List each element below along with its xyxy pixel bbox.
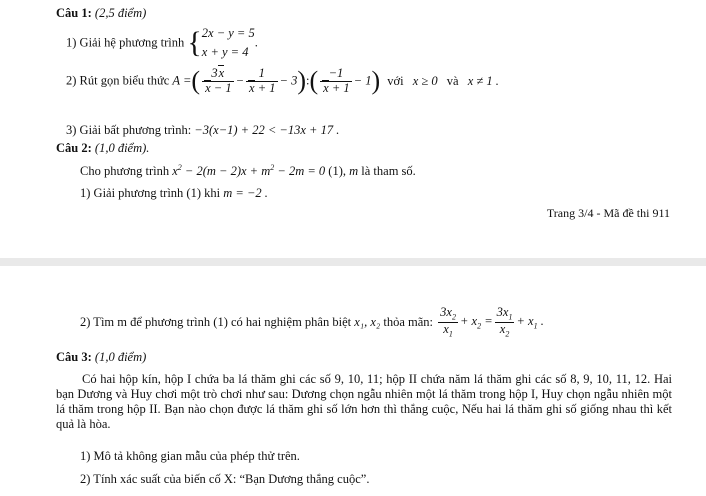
page-separator — [0, 258, 706, 266]
question-3-heading — [56, 350, 146, 365]
question-1-label: Câu 1: — [56, 6, 92, 20]
question-3-part-2: 2) Tính xác suất của biến cố X: “Bạn Dương thắng cuộc”. — [80, 472, 370, 486]
q2-p2-label: 2) Tìm m để phương trình (1) có hai nghiệm phân biệt — [80, 314, 352, 329]
equation-1: $x^2 - 2(m - 2)x + m^2 - 2m = 0$ — [172, 163, 326, 179]
expr-A: A = — [172, 73, 192, 88]
frac-2: $\frac{1}{x + 1}$ — [246, 67, 278, 94]
frac-cond-1: $\frac{3x_2}{x_1}$ — [440, 305, 456, 339]
frac-3: $\frac{-1}{x + 1}$ — [320, 67, 352, 94]
question-2-points: (1,0 điểm). — [94, 141, 150, 155]
q1-p3-expr: −3(x−1) + 22 < −13x + 17 . — [194, 123, 340, 137]
q2-intro-b: là tham số. — [361, 164, 416, 179]
question-1-part-3 — [66, 123, 339, 138]
q1-p2-with: với — [387, 73, 404, 88]
question-2-part-1 — [80, 186, 268, 201]
question-3-label: Câu 3: — [56, 350, 92, 364]
frac-1: $\frac{3x}{x - 1}$ — [202, 67, 234, 94]
question-1-points: (2,5 điểm) — [94, 6, 147, 20]
frac-cond-2: $\frac{3x_1}{x_2}$ — [496, 305, 513, 339]
equation-system — [202, 24, 255, 62]
question-3-points: (1,0 điểm) — [94, 350, 147, 364]
question-3-part-1: 1) Mô tả không gian mẫu của phép thử trên. — [80, 449, 300, 463]
q1-p2-and: và — [446, 73, 459, 88]
page-footer: Trang 3/4 - Mã đề thi 911 — [546, 206, 670, 220]
question-1-part-1: 1) Giải hệ phương trình { 2x − y = 5 x + y = 4 . — [66, 24, 258, 62]
system-brace: { — [187, 25, 202, 59]
question-1-part-2: 2) Rút gọn biểu thức A =( $\frac{3x}{x - 1}$ − $\frac{1}{x + 1}$ − 3):( $\frac{-1}{x + 1}$ − 1) với x ≥ 0 và x ≠ 1 . — [66, 66, 499, 95]
q2-intro-a: Cho phương trình — [80, 164, 170, 179]
question-3-text: Có hai hộp kín, hộp I chứa ba lá thăm ghi các số 9, 10, 11; hộp II chứa năm lá thăm ghi các số 8, 9, 10, 11, 12. Hai bạn Dương và Huy chơi một trò chơi như sau: Dương chọn ngẫu nhiên một lá thăm trong hộp I, Huy chọn ngẫu nhiên một lá thăm trong hộp II. Bạn nào chọn được lá thăm ghi số lớn hơn thì thắng cuộc, Nếu hai lá thăm ghi số giống nhau thì kết quả là hòa. — [56, 372, 672, 431]
q1-p3-label: 3) Giải bất phương trình: — [66, 123, 192, 137]
question-1-heading — [56, 6, 146, 21]
q2-p1-cond: m = −2 . — [223, 186, 268, 200]
q2-p2-sat: thỏa mãn: — [383, 314, 434, 329]
exam-page-bottom — [0, 266, 706, 496]
q1-p1-label: 1) Giải hệ phương trình — [66, 35, 185, 50]
question-2-label: Câu 2: — [56, 141, 92, 155]
q2-p2-vars: x₁, x₂ — [354, 314, 381, 329]
question-2-part-2: 2) Tìm m để phương trình (1) có hai nghiệm phân biệt x₁, x₂ thỏa mãn: $\frac{3x_2}{x_1}$ + $x_2$ = $\frac{3x_1}{x_2}$ + $x_1$ . — [80, 305, 544, 339]
q2-p1-label: 1) Giải phương trình (1) khi — [80, 186, 221, 200]
q1-p2-label: 2) Rút gọn biểu thức — [66, 73, 170, 88]
question-2-heading — [56, 141, 149, 156]
eq-2: x + y = 4 — [201, 44, 249, 59]
eq-1: 2x − y = 5 — [201, 26, 255, 40]
question-2-intro: Cho phương trình $x^2 - 2(m - 2)x + m^2 - 2m = 0$ (1), m là tham số. — [80, 163, 416, 179]
